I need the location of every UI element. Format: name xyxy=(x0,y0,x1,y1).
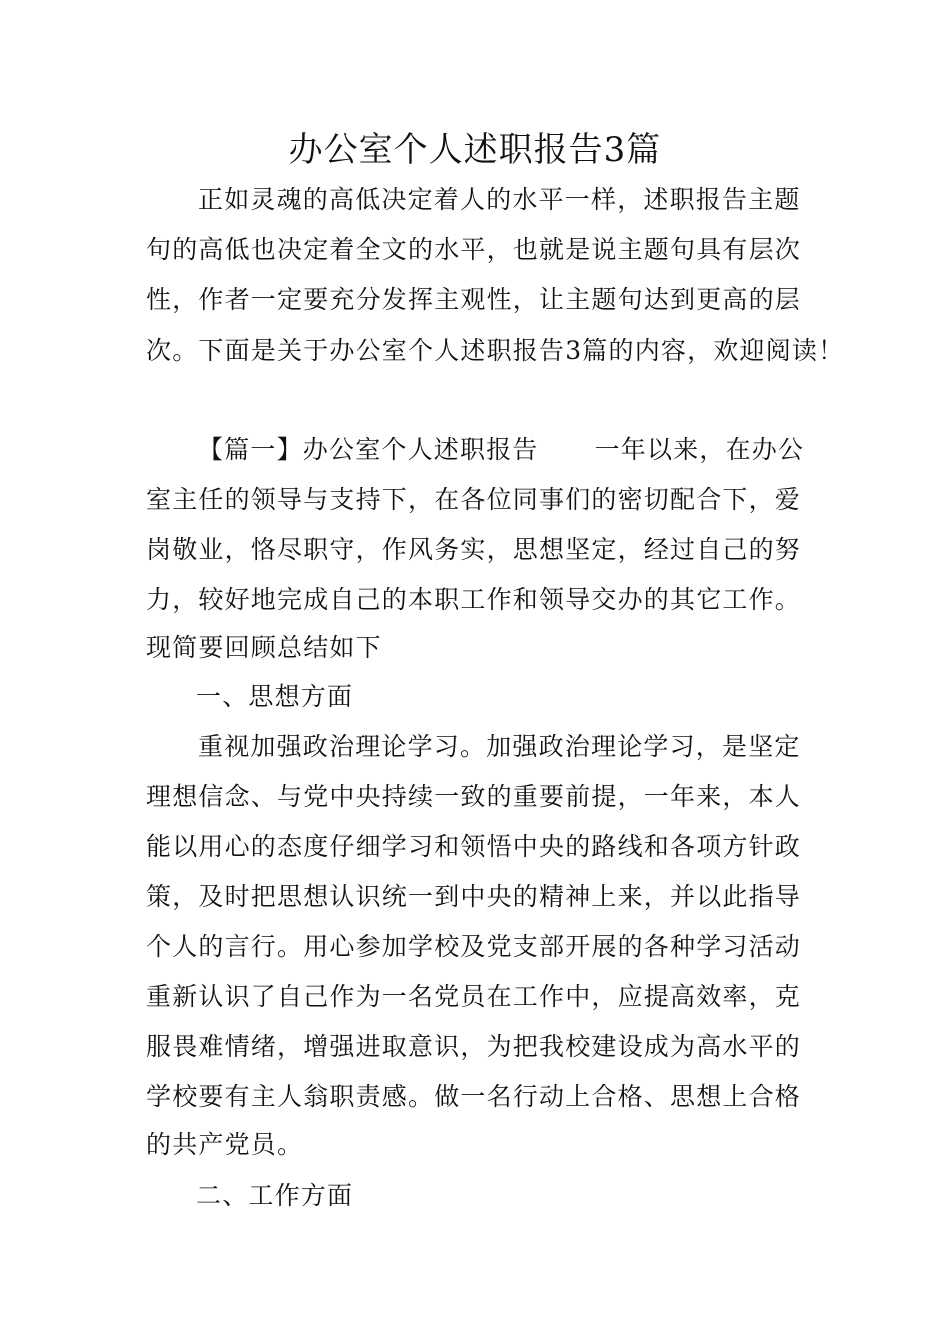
part-one-line: 个人的言行。用心参加学校及党支部开展的各种学习活动 xyxy=(146,932,802,961)
section-one-line: 力，较好地完成自己的本职工作和领导交办的其它工作。 xyxy=(146,585,802,614)
intro-line: 句的高低也决定着全文的水平，也就是说主题句具有层次 xyxy=(146,235,802,264)
part-one-line: 学校要有主人翁职责感。做一名行动上合格、思想上合格 xyxy=(146,1082,802,1111)
part-one-line: 重视加强政治理论学习。加强政治理论学习，是坚定 xyxy=(198,732,801,761)
intro-line: 性，作者一定要充分发挥主观性，让主题句达到更高的层 xyxy=(146,285,802,314)
part-one-line: 策，及时把思想认识统一到中央的精神上来，并以此指导 xyxy=(146,882,802,911)
part-one-line: 理想信念、与党中央持续一致的重要前提，一年来，本人 xyxy=(146,782,802,811)
intro-line: 正如灵魂的高低决定着人的水平一样，述职报告主题 xyxy=(198,185,801,214)
section-one-first-line xyxy=(198,432,878,468)
section-one-line: 室主任的领导与支持下，在各位同事们的密切配合下，爱 xyxy=(146,485,802,514)
section-one-first-line-text: 一年以来，在办公 xyxy=(594,435,805,464)
intro-line: 次。下面是关于办公室个人述职报告3篇的内容，欢迎阅读！ xyxy=(146,336,845,365)
part-one-line: 能以用心的态度仔细学习和领悟中央的路线和各项方针政 xyxy=(146,832,802,861)
part-two-heading: 二、工作方面 xyxy=(196,1181,354,1210)
part-one-line: 重新认识了自己作为一名党员在工作中，应提高效率，克 xyxy=(146,982,802,1011)
section-one-heading: 【篇一】办公室个人述职报告 xyxy=(198,435,539,464)
section-one-line: 现简要回顾总结如下 xyxy=(146,633,382,662)
section-one-line: 岗敬业，恪尽职守，作风务实，思想坚定，经过自己的努 xyxy=(146,535,802,564)
part-one-heading: 一、思想方面 xyxy=(196,682,354,711)
part-one-line: 的共产党员。 xyxy=(146,1130,304,1159)
part-one-line: 服畏难情绪，增强进取意识，为把我校建设成为高水平的 xyxy=(146,1032,802,1061)
document-title: 办公室个人述职报告3篇 xyxy=(288,130,662,170)
